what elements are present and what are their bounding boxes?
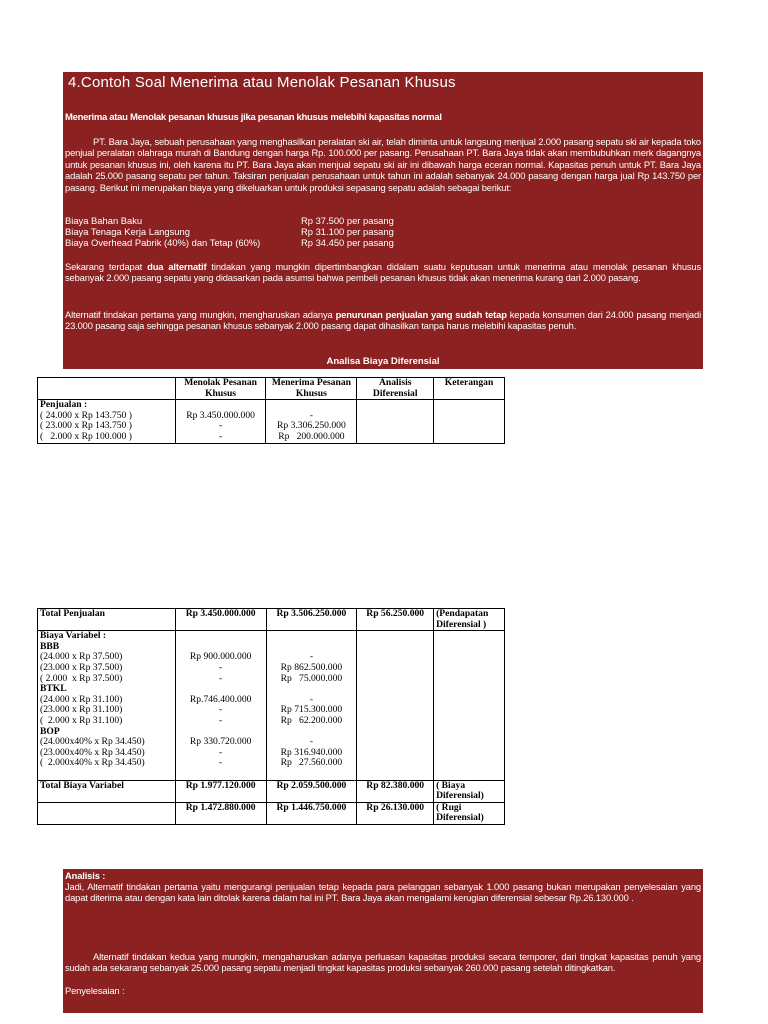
biaya-item bbox=[65, 237, 394, 248]
total-biaya-terima: Rp 2.059.500.000 bbox=[266, 780, 357, 802]
final-tolak: Rp 1.472.880.000 bbox=[175, 802, 266, 824]
cost-table bbox=[37, 608, 505, 825]
total-biaya-label: Total Biaya Variabel bbox=[38, 780, 176, 802]
analysis-panel bbox=[63, 869, 703, 1013]
first-alternative-paragraph: Alternatif tindakan pertama yang mungkin, mengharuskan adanya penurunan penjualan yang sudah tetap kepada konsumen dari 24.000 pasang menjadi 23.000 pasang saja sehingga pesanan khusus sebanyak 2.000 pasang dapat dihasilkan tanpa harus melebihi kapasitas penuh. bbox=[65, 309, 701, 332]
biaya-variabel-diff bbox=[357, 631, 434, 780]
header-menerima: Menerima Pesanan Khusus bbox=[266, 378, 357, 400]
total-penjualan-tolak: Rp 3.450.000.000 bbox=[175, 609, 266, 631]
keterangan-cell bbox=[434, 400, 505, 443]
section-subtitle: Menerima atau Menolak pesanan khusus jika pesanan khusus melebihi kapasitas normal bbox=[65, 112, 442, 123]
biaya-label: Biaya Bahan Baku bbox=[65, 215, 143, 226]
table-header-row bbox=[38, 378, 505, 400]
biaya-variabel-terima: - Rp 862.500.000 Rp 75.000.000 - Rp 715.300.000 Rp 62.200.000 - Rp 316.940.000 Rp 27.560.000 bbox=[266, 631, 357, 780]
biaya-variabel-tolak: Rp 900.000.000 - - Rp.746.400.000 - - Rp 330.720.000 - - bbox=[175, 631, 266, 780]
penyelesaian-label: Penyelesaian : bbox=[65, 985, 125, 996]
sales-table bbox=[37, 377, 505, 444]
table-row bbox=[38, 631, 505, 780]
table-row bbox=[38, 400, 505, 443]
analysis-heading: Analisa Biaya Diferensial bbox=[326, 356, 440, 367]
final-terima: Rp 1.446.750.000 bbox=[266, 802, 357, 824]
analysis-paragraph-1: Jadi, Alternatif tindakan pertama yaitu mengurangi penjualan tetap kepada para pelanggan sebanyak 1.000 pasang bukan merupakan penyelesaian yang dapat diterima atau dengan kata lain ditolak karena dalam hal ini PT. Bara Jaya akan mengalami kerugian diferensial sebesar Rp.26.130.000 . bbox=[65, 881, 701, 904]
biaya-item bbox=[65, 215, 394, 226]
table-row bbox=[38, 802, 505, 824]
final-diff: Rp 26.130.000 bbox=[357, 802, 434, 824]
problem-statement-panel bbox=[63, 72, 703, 369]
biaya-value: Rp 31.100 per pasang bbox=[301, 226, 394, 237]
penjualan-label: Penjualan : bbox=[40, 399, 88, 411]
analysis-paragraph-2: Alternatif tindakan kedua yang mungkin, mengaharuskan adanya perluasan kapasitas produksi secara temporer, dari tingkat kapasitas penuh yang sudah ada sekarang sebanyak 25.000 pasang sepatu menjadi tingkat kapasitas produksi sebanyak 260.000 pasang setelah ditingkatkan. bbox=[65, 951, 701, 974]
analisis-cell bbox=[357, 400, 434, 443]
intro-paragraph: PT. Bara Jaya, sebuah perusahaan yang menghasilkan peralatan ski air, telah diminta untuk langsung menjual 2.000 pasang sepatu ski air kepada toko penjual peralatan olahraga murah di Bandung dengan harga Rp. 100.000 per pasang. Perusahaan PT. Bara Jaya tidak akan membubuhkan merk dagangnya untuk pesanan khusus ini, oleh karena itu PT. Bara Jaya akan menjual sepatu ski air ini dibawah harga eceran normal. Kapasitas penuh untuk PT. Bara Jaya adalah 25.000 pasang sepatu per tahun. Taksiran penjualan perusahaan untuk tahun ini adalah sebanyak 24.000 pasang dengan harga jual Rp 143.750 per pasang. Berikut ini merupakan biaya yang dikeluarkan untuk produksi sepasang sepatu adalah sebagai berikut: bbox=[65, 136, 701, 193]
final-ket: ( Rugi Diferensial) bbox=[434, 802, 505, 824]
biaya-variabel-ket bbox=[434, 631, 505, 780]
total-biaya-diff: Rp 82.380.000 bbox=[357, 780, 434, 802]
biaya-value: Rp 34.450 per pasang bbox=[301, 237, 394, 248]
biaya-label: Biaya Overhead Pabrik (40%) dan Tetap (60%) bbox=[65, 237, 261, 248]
biaya-value: Rp 37.500 per pasang bbox=[301, 215, 394, 226]
total-penjualan-terima: Rp 3.506.250.000 bbox=[266, 609, 357, 631]
table-row bbox=[38, 780, 505, 802]
table-row bbox=[38, 609, 505, 631]
header-menolak: Menolak Pesanan Khusus bbox=[175, 378, 266, 400]
header-keterangan: Keterangan bbox=[434, 378, 505, 400]
biaya-label: Biaya Tenaga Kerja Langsung bbox=[65, 226, 190, 237]
header-analisis: Analisis Diferensial bbox=[357, 378, 434, 400]
menolak-cell: Rp 3.450.000.000 - - bbox=[175, 400, 266, 443]
analysis-title: Analisis : bbox=[65, 870, 106, 881]
section-title: 4.Contoh Soal Menerima atau Menolak Pesanan Khusus bbox=[68, 74, 456, 91]
header-cell bbox=[38, 378, 176, 400]
biaya-item bbox=[65, 226, 394, 237]
total-penjualan-label: Total Penjualan bbox=[38, 609, 176, 631]
total-biaya-ket: ( Biaya Diferensial) bbox=[434, 780, 505, 802]
menerima-cell: - Rp 3.306.250.000 Rp 200.000.000 bbox=[266, 400, 357, 443]
biaya-variabel-labels: Biaya Variabel : BBB (24.000 x Rp 37.500) (23.000 x Rp 37.500) ( 2.000 x Rp 37.500) BTKL (24.000 x Rp 31.100) (23.000 x Rp 31.100) ( 2.000 x Rp 31.100) BOP (24.000x40% x Rp 34.450) (23.000x40% x Rp 34.450) ( 2.000x40% x Rp 34.450) bbox=[38, 631, 176, 780]
sales-label-cell: Penjualan : ( 24.000 x Rp 143.750 ) ( 23.000 x Rp 143.750 ) ( 2.000 x Rp 100.000 ) bbox=[38, 400, 176, 443]
total-biaya-tolak: Rp 1.977.120.000 bbox=[175, 780, 266, 802]
total-penjualan-ket: (Pendapatan Diferensial ) bbox=[434, 609, 505, 631]
final-label bbox=[38, 802, 176, 824]
total-penjualan-diff: Rp 56.250.000 bbox=[357, 609, 434, 631]
alternatives-paragraph: Sekarang terdapat dua alternatif tindakan yang mungkin dipertimbangkan didalam suatu keputusan untuk menerima atau menolak pesanan khusus sebanyak 2.000 pasang sepatu yang didasarkan pada asumsi bahwa pembeli pesanan khusus tidak akan menerima kurang dari 2.000 pasang. bbox=[65, 261, 702, 284]
